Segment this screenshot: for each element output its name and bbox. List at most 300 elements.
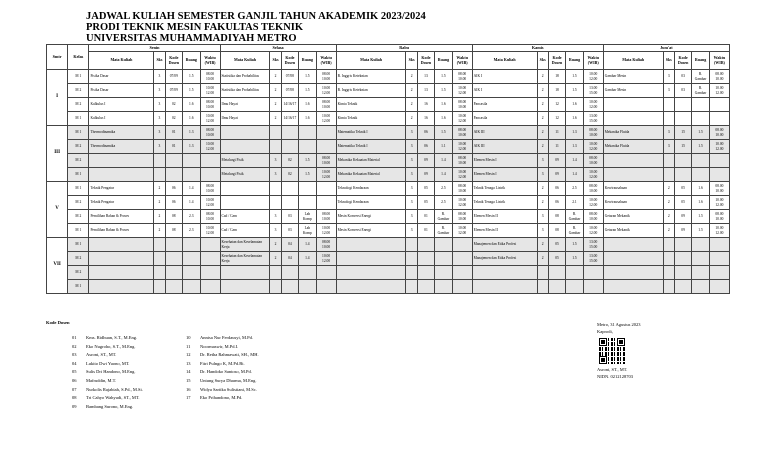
kelas-cell: M 1 — [68, 112, 89, 126]
ruang-cell: 1.5 — [183, 70, 200, 84]
waktu-cell: 10.00 12.00 — [709, 140, 729, 154]
kode-dosen-cell: 18 — [548, 70, 565, 84]
kelas-cell: M 2 — [68, 210, 89, 224]
kode-dosen-cell — [281, 182, 298, 196]
sks-cell: 2 — [663, 182, 674, 196]
waktu-cell: 08.00 10.00 — [316, 70, 336, 84]
sks-cell: 2 — [537, 238, 548, 252]
sks-cell: 2 — [406, 98, 417, 112]
kode-dosen-cell: 04 — [281, 252, 298, 266]
sks-cell — [537, 280, 548, 294]
kode-dosen-cell — [674, 266, 691, 280]
waktu-cell — [452, 266, 472, 280]
sks-cell — [270, 126, 281, 140]
course-name-cell — [220, 182, 270, 196]
ruang-cell: 1.5 — [692, 140, 709, 154]
header-subcolumn: Sks — [154, 52, 165, 70]
waktu-cell: 08.00 10.00 — [316, 98, 336, 112]
header-subcolumn: Mata Kuliah — [89, 52, 154, 70]
course-name-cell: Elemen Mesin II — [472, 224, 537, 238]
sks-cell — [406, 252, 417, 266]
waktu-cell: 08.00 10.00 — [316, 154, 336, 168]
sks-cell: 3 — [154, 84, 165, 98]
ruang-cell — [435, 252, 452, 266]
kelas-cell: M 2 — [68, 266, 89, 280]
sks-cell: 3 — [537, 154, 548, 168]
course-name-cell: Mekanika Fluida — [603, 140, 663, 154]
waktu-cell: 08.00 10.00 — [200, 98, 220, 112]
kelas-cell: M 2 — [68, 154, 89, 168]
table-row — [47, 280, 730, 294]
ruang-cell: 1.5 — [566, 70, 583, 84]
kode-dosen-cell: 09 — [417, 168, 434, 182]
course-name-cell: Kewirausahaan — [603, 182, 663, 196]
ruang-cell: 2.5 — [435, 182, 452, 196]
course-name-cell: Pemilihan Bahan & Proses — [89, 210, 154, 224]
sign-role: Kaprodi, — [597, 329, 613, 334]
ruang-cell: 2.5 — [566, 182, 583, 196]
sks-cell: 2 — [537, 98, 548, 112]
course-name-cell: Matematika Teknik I — [336, 140, 406, 154]
kode-dosen-cell: 11 — [548, 140, 565, 154]
dosen-item: 03 Asroni, ST., MT. — [72, 352, 117, 358]
waktu-cell: 10.00 12.00 — [316, 252, 336, 266]
header-subcolumn: Ruang — [435, 52, 452, 70]
course-name-cell: Kesehatan dan Keselamatan Kerja — [220, 252, 270, 266]
header-subcolumn: Kode Dosen — [674, 52, 691, 70]
kode-dosen-cell — [165, 154, 182, 168]
course-name-cell — [336, 280, 406, 294]
waktu-cell: 08.00 10.00 — [200, 70, 220, 84]
kode-dosen-cell: 05 — [548, 238, 565, 252]
kode-dosen-cell: 05 — [417, 182, 434, 196]
sks-cell: 2 — [270, 238, 281, 252]
header-subcolumn: Waktu (WIB) — [583, 52, 603, 70]
sks-cell: 3 — [406, 168, 417, 182]
ruang-cell: R. Gambar — [435, 210, 452, 224]
ruang-cell: 2.3 — [183, 224, 200, 238]
ruang-cell: 1.5 — [566, 238, 583, 252]
header-subcolumn: Ruang — [566, 52, 583, 70]
waktu-cell: 08.00 10.00 — [316, 238, 336, 252]
kode-dosen-cell: 02 — [165, 98, 182, 112]
dosen-list-left — [72, 334, 143, 411]
ruang-cell: 1.1 — [435, 140, 452, 154]
waktu-cell: 08.00 10.00 — [709, 70, 729, 84]
kelas-cell: M 1 — [68, 280, 89, 294]
table-row — [47, 266, 730, 280]
sks-cell — [154, 266, 165, 280]
sks-cell: 3 — [154, 98, 165, 112]
course-name-cell: Pancasila — [472, 112, 537, 126]
sks-cell: 3 — [663, 84, 674, 98]
table-row — [47, 70, 730, 84]
sks-cell: 2 — [537, 182, 548, 196]
ruang-cell: 1.4 — [435, 154, 452, 168]
course-name-cell: Mekanika Fluida — [603, 126, 663, 140]
kelas-cell: M 1 — [68, 168, 89, 182]
course-name-cell: B. Inggris Keteknian — [336, 84, 406, 98]
sks-cell: 2 — [406, 84, 417, 98]
sks-cell: 2 — [270, 112, 281, 126]
course-name-cell — [220, 126, 270, 140]
sks-cell — [663, 112, 674, 126]
sks-cell — [154, 252, 165, 266]
header-day: Kamis — [472, 45, 603, 52]
dosen-item: 14 Dr. Handoko Santoso, M.Pd. — [186, 369, 252, 375]
ruang-cell: R. Gambar — [566, 210, 583, 224]
ruang-cell: 1.6 — [566, 112, 583, 126]
kode-dosen-cell: 07/08 — [281, 84, 298, 98]
ruang-cell: 1.6 — [566, 98, 583, 112]
ruang-cell: Lab Komp — [299, 210, 316, 224]
kode-dosen-cell — [417, 280, 434, 294]
kode-dosen-cell — [674, 238, 691, 252]
ruang-cell: 1.6 — [692, 196, 709, 210]
kode-dosen-cell: 14/16/17 — [281, 112, 298, 126]
waktu-cell: 08.00 10.00 — [709, 182, 729, 196]
course-name-cell — [89, 168, 154, 182]
ruang-cell — [692, 168, 709, 182]
semester-cell: I — [47, 70, 68, 126]
kode-dosen-cell — [674, 168, 691, 182]
kode-dosen-cell: 05 — [548, 252, 565, 266]
waktu-cell: 08.00 10.00 — [452, 126, 472, 140]
sks-cell: 3 — [663, 126, 674, 140]
ruang-cell — [299, 182, 316, 196]
course-name-cell — [603, 238, 663, 252]
header-subcolumn: Ruang — [692, 52, 709, 70]
waktu-cell — [452, 252, 472, 266]
kelas-cell: M 2 — [68, 140, 89, 154]
waktu-cell: 10.00 12.00 — [583, 98, 603, 112]
waktu-cell — [316, 196, 336, 210]
waktu-cell — [583, 266, 603, 280]
title-line-2: PRODI TEKNIK MESIN FAKULTAS TEKNIK — [86, 22, 304, 33]
table-row — [47, 196, 730, 210]
sks-cell — [406, 238, 417, 252]
sks-cell — [663, 252, 674, 266]
kode-dosen-cell: 14/16/17 — [281, 98, 298, 112]
kelas-cell: M 1 — [68, 182, 89, 196]
header-subcolumn: Sks — [663, 52, 674, 70]
ruang-cell: 1.3 — [566, 126, 583, 140]
kode-dosen-cell: 02 — [281, 168, 298, 182]
kode-dosen-cell: 09 — [548, 168, 565, 182]
sks-cell: 2 — [154, 224, 165, 238]
header-subcolumn: Sks — [537, 52, 548, 70]
table-row — [47, 98, 730, 112]
semester-cell: V — [47, 182, 68, 238]
ruang-cell — [692, 238, 709, 252]
kode-dosen-cell: 01 — [417, 224, 434, 238]
header-subcolumn: Mata Kuliah — [472, 52, 537, 70]
ruang-cell — [692, 154, 709, 168]
waktu-cell — [709, 112, 729, 126]
ruang-cell — [566, 280, 583, 294]
ruang-cell: 1.6 — [435, 112, 452, 126]
kelas-cell: M 1 — [68, 224, 89, 238]
waktu-cell: 10.00 12.00 — [200, 196, 220, 210]
dosen-item: 12 Dr. Retha Rahmawati, SH., MH. — [186, 352, 259, 358]
ruang-cell: 1.4 — [183, 182, 200, 196]
course-name-cell: Elemen Mesin II — [472, 210, 537, 224]
ruang-cell: 1.6 — [183, 112, 200, 126]
waktu-cell: 08.00 10.00 — [452, 98, 472, 112]
course-name-cell — [220, 280, 270, 294]
sks-cell: 2 — [537, 252, 548, 266]
ruang-cell — [299, 140, 316, 154]
course-name-cell — [603, 252, 663, 266]
waktu-cell — [316, 266, 336, 280]
sks-cell: 2 — [154, 210, 165, 224]
course-name-cell: Pemilihan Bahan & Proses — [89, 224, 154, 238]
kelas-cell: M 1 — [68, 126, 89, 140]
table-row — [47, 210, 730, 224]
kode-dosen-cell — [674, 98, 691, 112]
sks-cell — [154, 168, 165, 182]
dosen-item: 02 Eko Nugroho, S.T., M.Eng. — [72, 343, 136, 349]
header-subcolumn: Waktu (WIB) — [200, 52, 220, 70]
course-name-cell: Mekanika Kekuatan Material — [336, 154, 406, 168]
course-name-cell: Kalkulus I — [89, 98, 154, 112]
table-row — [47, 84, 730, 98]
dosen-item: 06 Mafruddin, M.T. — [72, 377, 117, 383]
waktu-cell: 10.00 12.00 — [452, 224, 472, 238]
dosen-list-right — [186, 334, 259, 403]
waktu-cell: 13.00 15.00 — [583, 112, 603, 126]
sign-place-date: Metro, 31 Agustus 2023 — [597, 322, 641, 327]
ruang-cell — [692, 266, 709, 280]
kode-dosen-cell: 13 — [417, 70, 434, 84]
ruang-cell: 1.5 — [299, 154, 316, 168]
waktu-cell — [316, 126, 336, 140]
sks-cell: 3 — [406, 210, 417, 224]
sks-cell: 3 — [154, 70, 165, 84]
kode-dosen-cell — [165, 266, 182, 280]
kode-dosen-cell: 06 — [417, 140, 434, 154]
kode-dosen-cell — [417, 266, 434, 280]
sks-cell: 2 — [663, 196, 674, 210]
header-subcolumn: Ruang — [299, 52, 316, 70]
course-name-cell — [472, 280, 537, 294]
ruang-cell: 1.4 — [299, 252, 316, 266]
sks-cell: 3 — [406, 140, 417, 154]
waktu-cell: 10.00 12.00 — [200, 112, 220, 126]
dosen-item: 09 Bambang Surono, M.Eng. — [72, 403, 134, 409]
kode-dosen-cell — [281, 126, 298, 140]
header-subcolumn: Waktu (WIB) — [452, 52, 472, 70]
kode-dosen-cell: 08 — [165, 210, 182, 224]
course-name-cell — [603, 154, 663, 168]
ruang-cell — [299, 280, 316, 294]
course-name-cell — [336, 238, 406, 252]
dosen-item: 05 Sulis Dri Handono, M.Eng. — [72, 369, 136, 375]
sks-cell: 3 — [406, 196, 417, 210]
sks-cell: 2 — [270, 70, 281, 84]
waktu-cell: 08.00 10.00 — [452, 182, 472, 196]
kode-dosen-cell — [674, 154, 691, 168]
course-name-cell: B. Inggris Keteknian — [336, 70, 406, 84]
course-name-cell: Gambar Mesin — [603, 84, 663, 98]
ruang-cell: 1.6 — [299, 112, 316, 126]
kode-dosen-cell: 03 — [674, 70, 691, 84]
course-name-cell — [336, 252, 406, 266]
waktu-cell: 10.00 12.00 — [200, 224, 220, 238]
dosen-item: 16 Widya Sartika Sulistiani, M.Sc. — [186, 386, 257, 392]
ruang-cell: R. Gambar — [566, 224, 583, 238]
ruang-cell — [435, 266, 452, 280]
header-subcolumn: Kode Dosen — [165, 52, 182, 70]
kode-dosen-cell: 04 — [281, 238, 298, 252]
sks-cell: 3 — [406, 154, 417, 168]
ruang-cell: 1.5 — [435, 126, 452, 140]
kode-dosen-cell: 15 — [674, 126, 691, 140]
waktu-cell: 08.00 10.00 — [316, 210, 336, 224]
waktu-cell — [709, 238, 729, 252]
course-name-cell — [89, 266, 154, 280]
ruang-cell — [183, 266, 200, 280]
dosen-item: 04 Lukito Dwi Yuono, MT. — [72, 360, 130, 366]
course-name-cell — [89, 238, 154, 252]
sks-cell: 3 — [270, 154, 281, 168]
course-name-cell: Teknologi Kendaraan — [336, 182, 406, 196]
table-row — [47, 126, 730, 140]
waktu-cell: 10.00 12.00 — [316, 168, 336, 182]
title-line-3: UNIVERSITAS MUHAMMADIYAH METRO — [86, 33, 297, 44]
sks-cell — [663, 168, 674, 182]
kode-dosen-cell: 16 — [417, 112, 434, 126]
ruang-cell: 1.6 — [299, 98, 316, 112]
ruang-cell — [299, 126, 316, 140]
ruang-cell: 1.4 — [566, 168, 583, 182]
sks-cell: 2 — [537, 70, 548, 84]
kode-dosen-cell: 08 — [165, 224, 182, 238]
header-day: Senin — [89, 45, 220, 52]
dosen-item: 17 Eko Prihandono, M.Pd. — [186, 395, 243, 401]
waktu-cell — [709, 266, 729, 280]
sign-name: Asroni, ST., MT. — [597, 367, 628, 372]
waktu-cell: 10.00 12.00 — [583, 70, 603, 84]
sks-cell: 3 — [537, 210, 548, 224]
ruang-cell — [435, 238, 452, 252]
header-subcolumn: Waktu (WIB) — [709, 52, 729, 70]
course-name-cell: Teknologi Kendaraan — [336, 196, 406, 210]
sks-cell — [406, 266, 417, 280]
kelas-cell: M 2 — [68, 252, 89, 266]
kode-dosen-cell: 03 — [281, 224, 298, 238]
sks-cell: 3 — [154, 126, 165, 140]
kode-dosen-cell: 09 — [674, 210, 691, 224]
sks-cell: 2 — [406, 112, 417, 126]
dosen-item: 01 Kms. Ridhuan, S.T., M.Eng. — [72, 335, 138, 340]
course-name-cell: Thermodinamika — [89, 140, 154, 154]
kode-dosen-cell: 08 — [548, 210, 565, 224]
sks-cell: 2 — [270, 98, 281, 112]
waktu-cell — [709, 154, 729, 168]
course-name-cell: Kimia Teknik — [336, 112, 406, 126]
ruang-cell — [692, 252, 709, 266]
sks-cell: 3 — [270, 168, 281, 182]
kode-dosen-cell: 07/09 — [165, 70, 182, 84]
sks-cell: 2 — [537, 112, 548, 126]
waktu-cell — [316, 280, 336, 294]
waktu-cell: 10.00 12.00 — [200, 84, 220, 98]
waktu-cell: 10.00 12.00 — [709, 84, 729, 98]
course-name-cell — [89, 252, 154, 266]
course-name-cell: AIK III — [472, 140, 537, 154]
kode-dosen-cell: 12 — [548, 112, 565, 126]
ruang-cell: 1.4 — [566, 154, 583, 168]
kode-dosen-cell — [165, 168, 182, 182]
header-smtr: Smtr — [47, 45, 68, 70]
sks-cell — [663, 238, 674, 252]
kode-dosen-cell: 13 — [417, 84, 434, 98]
ruang-cell: 1.5 — [435, 84, 452, 98]
kelas-cell: M 2 — [68, 84, 89, 98]
kelas-cell: M 2 — [68, 196, 89, 210]
kode-dosen-cell: 01 — [165, 126, 182, 140]
ruang-cell: 1.5 — [435, 70, 452, 84]
kode-dosen-cell: 09 — [417, 154, 434, 168]
kode-dosen-cell — [548, 266, 565, 280]
ruang-cell: 1.3 — [183, 126, 200, 140]
course-name-cell: Statistika dan Probabilitas — [220, 84, 270, 98]
course-name-cell: Mesin Konversi Energi — [336, 224, 406, 238]
kode-dosen-cell — [281, 140, 298, 154]
waktu-cell — [200, 238, 220, 252]
waktu-cell — [316, 140, 336, 154]
course-name-cell — [603, 266, 663, 280]
kode-dosen-cell: 09 — [674, 224, 691, 238]
sks-cell: 2 — [537, 140, 548, 154]
course-name-cell: Pancasila — [472, 98, 537, 112]
waktu-cell: 08.00 10.00 — [709, 126, 729, 140]
waktu-cell: 08.00 10.00 — [452, 70, 472, 84]
header-subcolumn: Kode Dosen — [281, 52, 298, 70]
sks-cell — [406, 280, 417, 294]
course-name-cell: Teknik Pengatur — [89, 182, 154, 196]
ruang-cell: 1.5 — [566, 252, 583, 266]
header-subcolumn: Mata Kuliah — [336, 52, 406, 70]
header-day: Jum'at — [603, 45, 729, 52]
dosen-item: 15 Untung Surya Dharma, M.Eng. — [186, 377, 257, 383]
course-name-cell: Metalurgi Fisik — [220, 168, 270, 182]
kelas-cell: M 1 — [68, 238, 89, 252]
kode-dosen-cell — [165, 252, 182, 266]
waktu-cell: 10.00 12.00 — [709, 224, 729, 238]
sks-cell — [154, 154, 165, 168]
header-subcolumn: Waktu (WIB) — [316, 52, 336, 70]
course-name-cell — [220, 196, 270, 210]
ruang-cell — [692, 98, 709, 112]
waktu-cell — [452, 280, 472, 294]
ruang-cell: 1.5 — [692, 126, 709, 140]
ruang-cell: R. Gambar — [692, 84, 709, 98]
waktu-cell: 10.00 12.00 — [583, 168, 603, 182]
ruang-cell: 1.5 — [692, 210, 709, 224]
header-subcolumn: Mata Kuliah — [603, 52, 663, 70]
sks-cell — [537, 266, 548, 280]
course-name-cell: Cad / Cam — [220, 210, 270, 224]
ruang-cell: 2.5 — [435, 196, 452, 210]
sks-cell: 3 — [406, 126, 417, 140]
course-name-cell: Matematika Teknik I — [336, 126, 406, 140]
ruang-cell: 2.3 — [183, 210, 200, 224]
ruang-cell — [299, 266, 316, 280]
sks-cell: 3 — [537, 224, 548, 238]
waktu-cell: 08.00 10.00 — [583, 182, 603, 196]
